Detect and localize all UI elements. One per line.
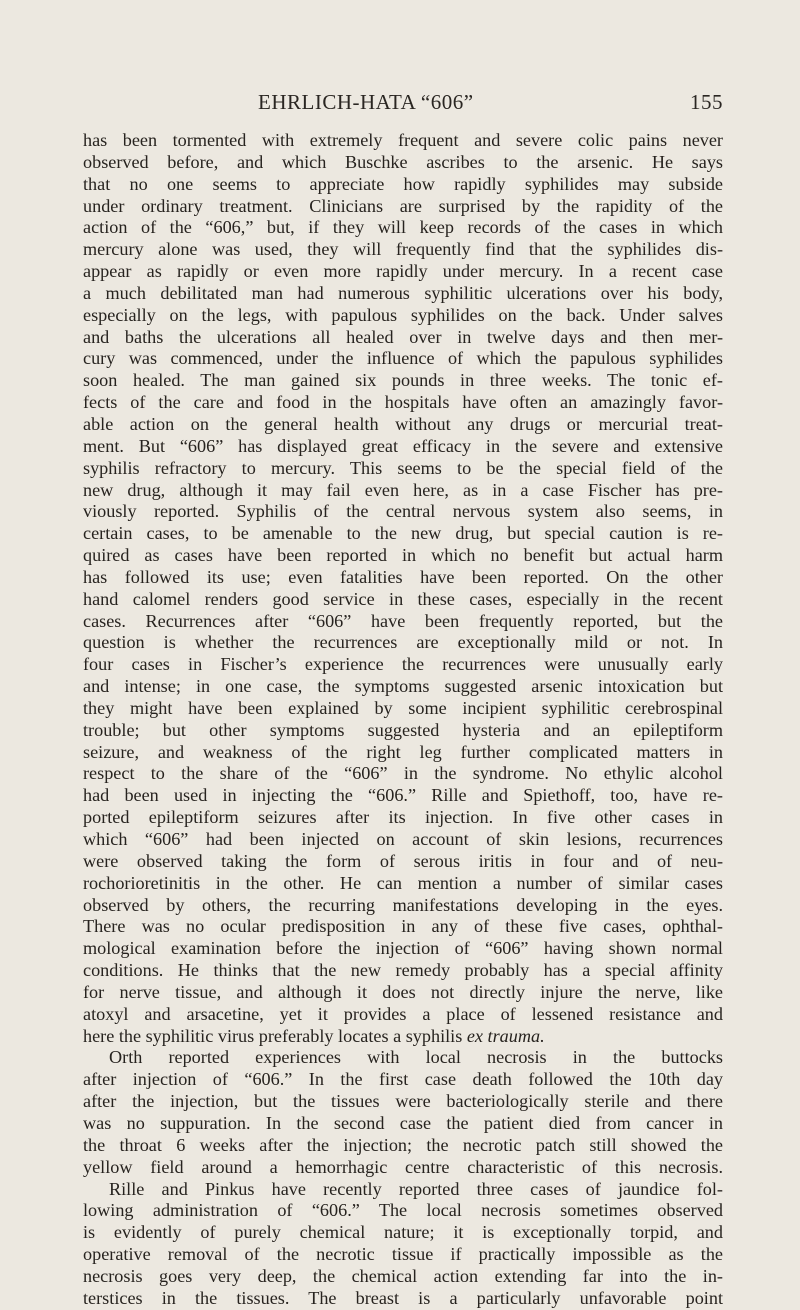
text-line: [83, 1222, 723, 1244]
text-line: [83, 130, 723, 152]
text-line: [83, 960, 723, 982]
text-line: [83, 1244, 723, 1266]
body-text: [83, 130, 723, 1310]
text-line: [83, 895, 723, 917]
text-line: [83, 851, 723, 873]
line-text: action of the “606,” but, if they will keep records of the cases in which: [83, 217, 723, 238]
line-text: a much debilitated man had numerous syphilitic ulcerations over his body,: [83, 282, 723, 303]
line-text: which “606” had been injected on account of skin lesions, recurrences: [83, 829, 723, 849]
text-line: [83, 742, 723, 764]
line-text: respect to the share of the “606” in the syndrome. No ethylic alcohol: [83, 763, 723, 784]
line-text: four cases in Fischer’s experience the recurrences were unusually early: [83, 654, 723, 675]
line-text: new drug, although it may fail even here, as in a case Fischer has pre-: [83, 479, 723, 500]
text-line: [83, 545, 723, 567]
line-text: were observed taking the form of serous iritis in four and of neu-: [83, 850, 723, 871]
line-text: appear as rapidly or even more rapidly under mercury. In a recent case: [83, 261, 723, 282]
italic-phrase: ex trauma.: [466, 1025, 545, 1046]
text-line: [83, 1004, 723, 1026]
line-text: under ordinary treatment. Clinicians are surprised by the rapidity of the: [83, 195, 723, 216]
line-text: ment. But “606” has displayed great efficacy in the severe and extensive: [83, 435, 723, 456]
text-line: [83, 763, 723, 785]
text-line: [83, 348, 723, 370]
line-text: after injection of “606.” In the first case death followed the 10th day: [83, 1069, 723, 1090]
line-text: There was no ocular predisposition in any of these five cases, ophthal-: [83, 916, 723, 937]
text-line: [83, 174, 723, 196]
line-text: lowing administration of “606.” The local necrosis sometimes observed: [83, 1200, 723, 1221]
text-line: [83, 523, 723, 545]
line-text: has been tormented with extremely frequent and severe colic pains never: [83, 130, 723, 150]
text-line: [83, 916, 723, 938]
text-line: [83, 632, 723, 654]
line-text: operative removal of the necrotic tissue if practically impossible as the: [83, 1244, 723, 1265]
text-line: [83, 982, 723, 1004]
text-line: [83, 283, 723, 305]
line-text: after the injection, but the tissues were bacteriologically sterile and there: [83, 1091, 723, 1112]
text-line: [83, 480, 723, 502]
line-text: cury was commenced, under the influence of which the papulous syphilides: [83, 348, 723, 369]
line-text: viously reported. Syphilis of the central nervous system also seems, in: [83, 501, 723, 522]
line-text: certain cases, to be amenable to the new drug, but special caution is re-: [83, 523, 723, 544]
line-text: is evidently of purely chemical nature; it is exceptionally torpid, and: [83, 1222, 723, 1243]
line-text: and baths the ulcerations all healed over in twelve days and then mer-: [83, 326, 723, 347]
line-text: had been used in injecting the “606.” Rille and Spiethoff, too, have re-: [83, 785, 723, 806]
line-text: yellow field around a hemorrhagic centre characteristic of this necrosis.: [83, 1156, 723, 1177]
text-line: [83, 829, 723, 851]
paragraph-first-line: [83, 1179, 723, 1201]
line-text: question is whether the recurrences are exceptionally mild or not. In: [83, 632, 723, 653]
text-line: [83, 436, 723, 458]
text-line: [83, 501, 723, 523]
text-line: [83, 327, 723, 349]
text-line: [83, 698, 723, 720]
line-text: fects of the care and food in the hospitals have often an amazingly favor-: [83, 392, 723, 413]
line-text: the throat 6 weeks after the injection; the necrotic patch still showed the: [83, 1134, 723, 1155]
text-line: [83, 1157, 723, 1179]
line-text: Rille and Pinkus have recently reported three cases of jaundice fol-: [109, 1178, 723, 1199]
line-text: able action on the general health without any drugs or mercurial treat-: [83, 413, 723, 434]
line-text: observed by others, the recurring manifestations developing in the eyes.: [83, 894, 723, 915]
line-text: for nerve tissue, and although it does not directly injure the nerve, like: [83, 981, 723, 1002]
line-text: mercury alone was used, they will frequently find that the syphilides dis-: [83, 239, 723, 260]
text-line: [83, 414, 723, 436]
line-text: especially on the legs, with papulous syphilides on the back. Under salves: [83, 304, 723, 325]
text-line: [83, 1091, 723, 1113]
text-line: [83, 654, 723, 676]
line-text: rochorioretinitis in the other. He can mention a number of similar cases: [83, 872, 723, 893]
line-text: cases. Recurrences after “606” have been frequently reported, but the: [83, 610, 723, 631]
text-line: [83, 196, 723, 218]
line-text: terstices in the tissues. The breast is a particularly unfavorable point: [83, 1287, 723, 1308]
line-text: ported epileptiform seizures after its injection. In five other cases in: [83, 807, 723, 828]
paragraph-first-line: [83, 1047, 723, 1069]
text-line: [83, 392, 723, 414]
text-line: [83, 152, 723, 174]
text-line: [83, 720, 723, 742]
text-line: [83, 305, 723, 327]
running-title: EHRLICH-HATA “606”: [258, 90, 474, 114]
line-text: atoxyl and arsacetine, yet it provides a place of lessened resistance and: [83, 1003, 723, 1024]
line-text: quired as cases have been reported in which no benefit but actual harm: [83, 545, 723, 566]
line-text: seizure, and weakness of the right leg further complicated matters in: [83, 741, 723, 762]
line-text: conditions. He thinks that the new remedy probably has a special affinity: [83, 960, 723, 981]
text-line: [83, 567, 723, 589]
line-text: and intense; in one case, the symptoms suggested arsenic intoxication but: [83, 676, 723, 697]
text-line: [83, 873, 723, 895]
page-number: 155: [690, 90, 723, 114]
line-text: mological examination before the injection of “606” having shown normal: [83, 938, 723, 959]
line-text: Orth reported experiences with local necrosis in the buttocks: [109, 1047, 723, 1068]
text-line: [83, 261, 723, 283]
line-text: observed before, and which Buschke ascribes to the arsenic. He says: [83, 151, 723, 172]
line-text: they might have been explained by some incipient syphilitic cerebrospinal: [83, 697, 723, 718]
text-line: [83, 1288, 723, 1310]
text-line: [83, 458, 723, 480]
text-line: [83, 1113, 723, 1135]
text-line: [83, 1026, 723, 1048]
text-line: [83, 676, 723, 698]
text-line: [83, 589, 723, 611]
text-line: [83, 611, 723, 633]
running-head: [83, 90, 723, 120]
text-line: [83, 1069, 723, 1091]
line-text: that no one seems to appreciate how rapidly syphilides may subside: [83, 173, 723, 194]
line-text: necrosis goes very deep, the chemical action extending far into the in-: [83, 1265, 723, 1286]
text-line: [83, 807, 723, 829]
text-line: [83, 239, 723, 261]
text-line: [83, 1266, 723, 1288]
text-line: [83, 938, 723, 960]
line-text: here the syphilitic virus preferably locates a syphilis: [83, 1025, 467, 1046]
line-text: was no suppuration. In the second case the patient died from cancer in: [83, 1112, 723, 1133]
line-text: hand calomel renders good service in these cases, especially in the recent: [83, 588, 723, 609]
line-text: soon healed. The man gained six pounds in three weeks. The tonic ef-: [83, 370, 723, 391]
text-line: [83, 1200, 723, 1222]
line-text: syphilis refractory to mercury. This seems to be the special field of the: [83, 457, 723, 478]
text-line: [83, 785, 723, 807]
line-text: has followed its use; even fatalities have been reported. On the other: [83, 566, 723, 587]
text-line: [83, 217, 723, 239]
line-text: trouble; but other symptoms suggested hysteria and an epileptiform: [83, 719, 723, 740]
text-line: [83, 1135, 723, 1157]
text-line: [83, 370, 723, 392]
